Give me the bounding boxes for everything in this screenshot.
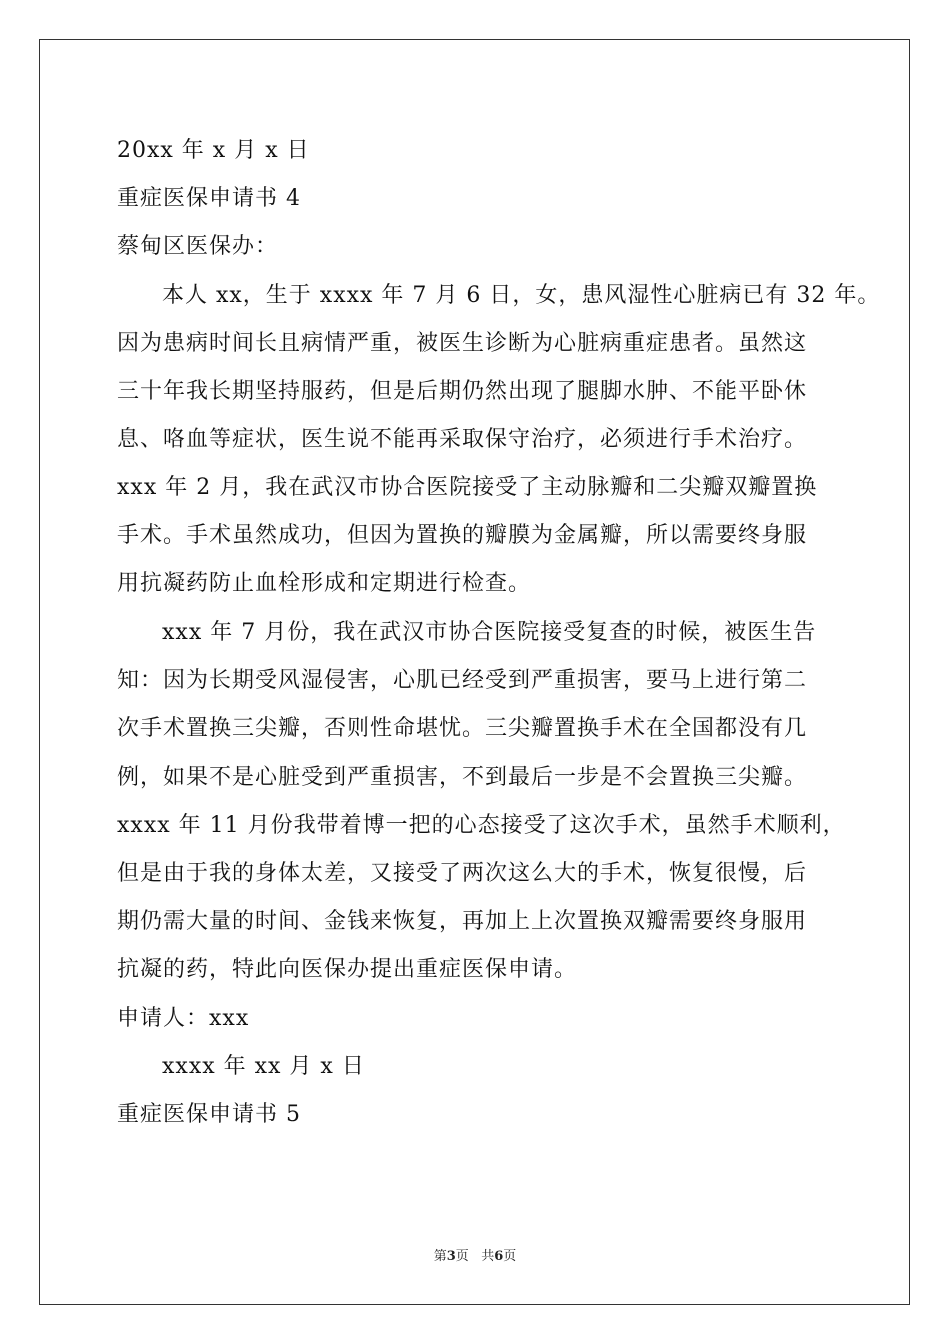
paragraph-2-line: 抗凝的药，特此向医保办提出重症医保申请。 [117, 957, 578, 982]
section-title-4: 重症医保申请书 4 [117, 186, 301, 211]
section-title-5: 重症医保申请书 5 [117, 1102, 301, 1127]
paragraph-2-line: xxxx 年 11 月份我带着博一把的心态接受了这次手术，虽然手术顺利， [117, 813, 846, 838]
paragraph-1-line: 因为患病时间长且病情严重，被医生诊断为心脏病重症患者。虽然这 [117, 331, 808, 356]
paragraph-1-line: 用抗凝药防止血栓形成和定期进行检查。 [117, 571, 532, 596]
paragraph-2-line: 期仍需大量的时间、金钱来恢复，再加上上次置换双瓣需要终身服用 [117, 909, 808, 934]
total-pages: 6 [494, 1249, 504, 1264]
paragraph-2-line: 知：因为长期受风湿侵害，心肌已经受到严重损害，要马上进行第二 [117, 668, 808, 693]
paragraph-1-line: xxx 年 2 月，我在武汉市协合医院接受了主动脉瓣和二尖瓣双瓣置换 [117, 475, 818, 500]
paragraph-1-line: 息、咯血等症状，医生说不能再采取保守治疗，必须进行手术治疗。 [117, 427, 808, 452]
paragraph-2-line: 但是由于我的身体太差，又接受了两次这么大的手术，恢复很慢，后 [117, 861, 808, 886]
applicant-line: 申请人：xxx [117, 1006, 250, 1031]
page-prefix: 第 [433, 1249, 447, 1264]
date-line: 20xx 年 x 月 x 日 [117, 138, 310, 163]
total-prefix: 共 [481, 1249, 495, 1264]
paragraph-1-line: 手术。手术虽然成功，但因为置换的瓣膜为金属瓣，所以需要终身服 [117, 523, 808, 548]
paragraph-1-line: 本人 xx，生于 xxxx 年 7 月 6 日，女，患风湿性心脏病已有 32 年。 [162, 283, 881, 308]
total-suffix: 页 [503, 1249, 517, 1264]
page-footer [0, 1248, 950, 1266]
page-suffix: 页 [455, 1249, 469, 1264]
paragraph-2-line: 次手术置换三尖瓣，否则性命堪忧。三尖瓣置换手术在全国都没有几 [117, 716, 808, 741]
sign-date: xxxx 年 xx 月 x 日 [162, 1054, 365, 1079]
paragraph-2-line: 例，如果不是心脏受到严重损害，不到最后一步是不会置换三尖瓣。 [117, 765, 808, 790]
paragraph-2-line: xxx 年 7 月份，我在武汉市协合医院接受复查的时候，被医生告 [162, 620, 817, 645]
salutation: 蔡甸区医保办： [117, 234, 279, 259]
paragraph-1-line: 三十年我长期坚持服药，但是后期仍然出现了腿脚水肿、不能平卧休 [117, 379, 808, 404]
page-number: 3 [446, 1249, 456, 1264]
